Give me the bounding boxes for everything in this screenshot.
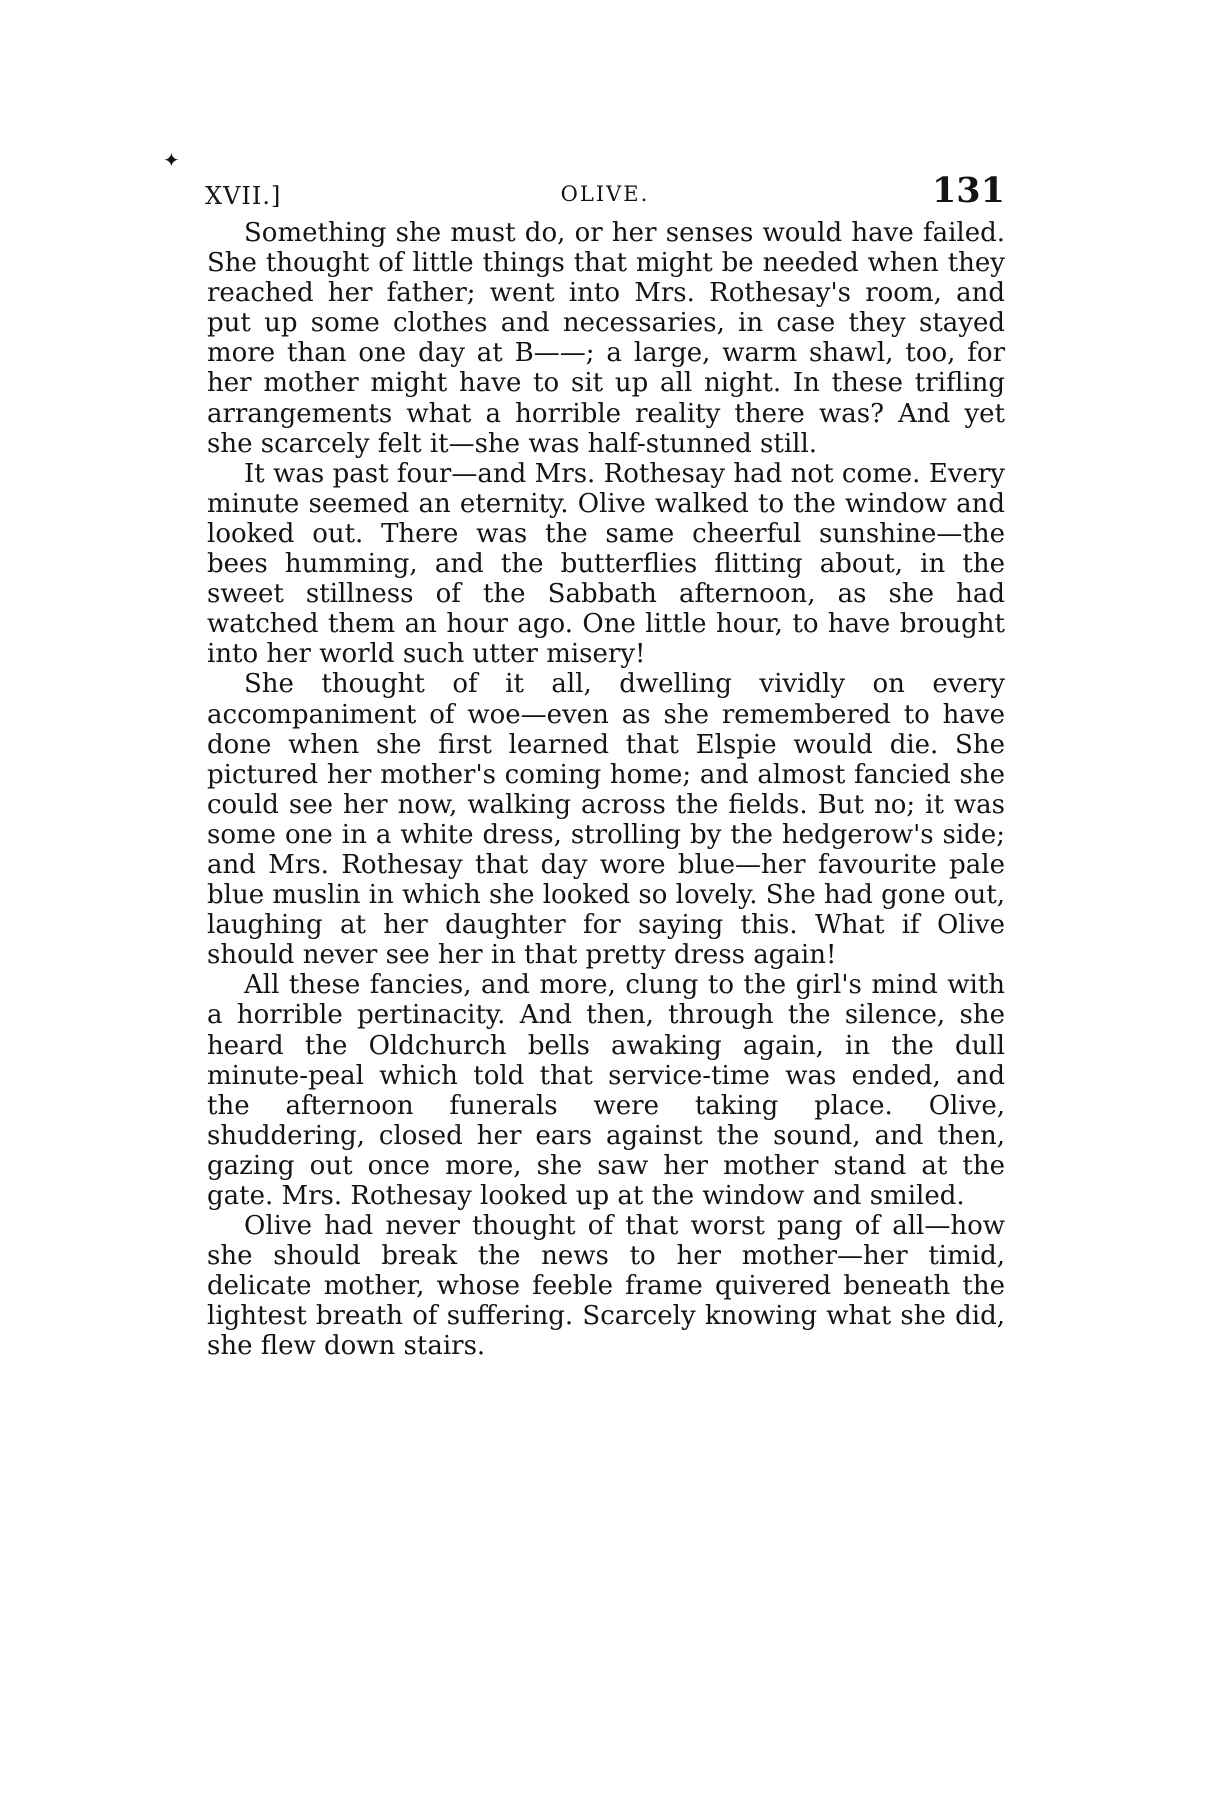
paragraph: She thought of it all, dwelling vividly on every accompaniment of woe—even as she remembered to have done when she first learned that Elspie would die. She pictured her mother's coming home; and almost fancied she could see her now, walking across the fields. But no; it was some one in a white dress, strolling by the hedgerow's side; and Mrs. Rothesay that day wore blue—her favourite pale blue muslin in which she looked so lovely. She had gone out, laughing at her daughter for saying this. What if Olive should never see her in that pretty dress again!	[207, 669, 1005, 971]
paragraph: It was past four—and Mrs. Rothesay had not come. Every minute seemed an eternity. Olive walked to the window and looked out. There was the same cheerful sunshine—the bees humming, and the butterflies flitting about, in the sweet stillness of the Sabbath afternoon, as she had watched them an hour ago. One little hour, to have brought into her world such utter misery!	[207, 458, 1005, 670]
paragraph: All these fancies, and more, clung to the girl's mind with a horrible pertinacity. And then, through the silence, she heard the Oldchurch bells awaking again, in the dull minute-peal which told that service-time was ended, and the afternoon funerals were taking place. Olive, shuddering, closed her ears against the sound, and then, gazing out once more, she saw her mother stand at the gate. Mrs. Rothesay looked up at the window and smiled.	[207, 970, 1005, 1211]
paragraph: Something she must do, or her senses would have failed. She thought of little things that might be needed when they reached her father; went into Mrs. Rothesay's room, and put up some clothes and necessaries, in case they stayed more than one day at B——; a large, warm shawl, too, for her mother might have to sit up all night. In these trifling arrangements what a horrible reality there was? And yet she scarcely felt it—she was half-stunned still.	[207, 218, 1005, 459]
running-title: OLIVE.	[560, 182, 650, 206]
body-text	[207, 218, 1005, 1362]
paragraph: Olive had never thought of that worst pang of all—how she should break the news to her mother—her timid, delicate mother, whose feeble frame quivered beneath the lightest breath of suffering. Scarcely knowing what she did, she flew down stairs.	[207, 1211, 1005, 1362]
page-number: 131	[931, 170, 1005, 211]
chapter-number: XVII.]	[205, 182, 282, 210]
running-header	[205, 170, 1005, 220]
margin-mark: ✦	[163, 148, 180, 172]
